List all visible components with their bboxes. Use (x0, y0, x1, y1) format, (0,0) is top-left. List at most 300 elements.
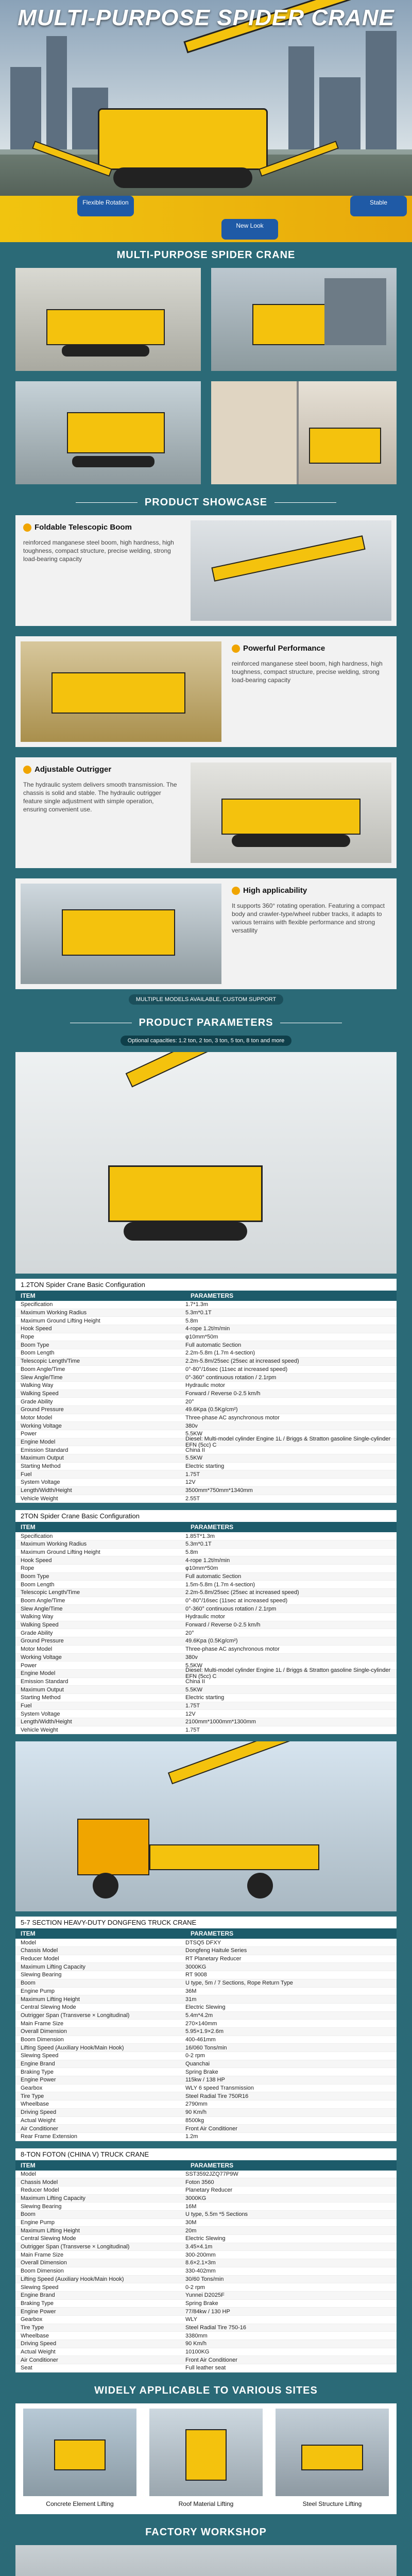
table-row (15, 2356, 397, 2364)
spec-table-4-header-item: ITEM (21, 2161, 36, 2169)
row-item: Main Frame Size (21, 2251, 64, 2258)
row-value: 0-2 rpm (185, 2284, 205, 2291)
row-value: 1.75T (185, 1702, 200, 1709)
showcase-card-3-title (23, 765, 111, 774)
table-row (15, 2364, 397, 2372)
showcase-area (0, 515, 412, 1010)
row-item: Slew Angle/Time (21, 1374, 63, 1381)
row-value: Diesel: Multi-model cylinder Engine 1L / Briggs & Stratton gasoline Single-cylinder EFN (5cc) C (185, 1436, 391, 1449)
row-value: 4-rope 1.2t/m/min (185, 1557, 230, 1564)
row-value: Forward / Reverse 0-2.5 km/h (185, 1622, 261, 1629)
table-row (15, 1358, 397, 1366)
row-value: 5.5KW (185, 1431, 203, 1437)
photo-crane-indoor (15, 268, 201, 371)
spec-table-1-caption: 1.2TON Spider Crane Basic Configuration (15, 1279, 397, 1291)
section-title-main (0, 242, 412, 268)
row-item: Main Frame Size (21, 2020, 64, 2027)
table-row (15, 2340, 397, 2348)
row-item: Boom Type (21, 1342, 49, 1348)
hero-badge-new-look: New Look (221, 219, 278, 240)
row-item: Vehicle Weight (21, 1727, 58, 1734)
row-item: Boom (21, 2211, 36, 2218)
table-row (15, 1621, 397, 1630)
row-item: Central Slewing Mode (21, 2235, 76, 2242)
row-value: China II (185, 1447, 205, 1453)
showcase-card-3 (15, 757, 397, 868)
row-item: Overall Dimension (21, 2260, 67, 2266)
row-item: Working Voltage (21, 1654, 62, 1660)
photo-outrigger (191, 762, 391, 863)
row-value: 5.5KW (185, 1455, 203, 1462)
photo-dongfeng-truck (15, 1741, 397, 1911)
spec-table-3-header (15, 1928, 397, 1939)
table-row (15, 2028, 397, 2036)
row-value: Spring Brake (185, 2069, 218, 2075)
table-row (15, 2187, 397, 2195)
row-item: Wheelbase (21, 2332, 49, 2339)
row-value: 2.55T (185, 1495, 200, 1502)
row-value: 3.45×4.1m (185, 2244, 213, 2250)
table-row (15, 1988, 397, 1996)
row-value: 2790mm (185, 2101, 208, 2108)
showcase-card-2-title (232, 644, 325, 653)
table-row (15, 1573, 397, 1581)
row-item: Lifting Speed (Auxiliary Hook/Main Hook) (21, 2044, 124, 2051)
table-row (15, 1333, 397, 1342)
spec-table-2-header-params: PARAMETERS (191, 1523, 234, 1531)
row-item: Emission Standard (21, 1447, 68, 1453)
showcase-card-2 (15, 636, 397, 747)
spec-table-2-header (15, 1522, 397, 1532)
table-row (15, 2283, 397, 2292)
row-item: Air Conditioner (21, 2357, 58, 2363)
row-value: 330-402mm (185, 2268, 216, 2275)
row-item: Actual Weight (21, 2117, 56, 2124)
row-item: Slewing Bearing (21, 2203, 62, 2210)
table-row (15, 1390, 397, 1398)
row-value: 20m (185, 2227, 197, 2234)
table-row (15, 1710, 397, 1718)
custom-note-wrap (0, 994, 412, 1005)
table-row (15, 2036, 397, 2044)
row-value: 5.3m*0.1T (185, 1310, 212, 1316)
table-row (15, 1694, 397, 1702)
table-row (15, 1556, 397, 1565)
row-value: 5.3m*0.1T (185, 1541, 212, 1548)
table-row (15, 2267, 397, 2276)
showcase-card-3-text: The hydraulic system delivers smooth transmission. The chassis is solid and stable. The hydraulic outrigger feature single adjustment with simple operation, ensuring convenient use. (23, 781, 177, 813)
param-note: Optional capacities: 1.2 ton, 2 ton, 3 ton, 5 ton, 8 ton and more (121, 1036, 292, 1046)
table-row (15, 2235, 397, 2243)
spec-table-1-header-params: PARAMETERS (191, 1292, 234, 1299)
row-value: 1.7*1.3m (185, 1301, 209, 1308)
row-item: Tire Type (21, 2093, 44, 2099)
row-value: 1.2m (185, 2133, 198, 2140)
showcase-card-1-title (23, 523, 132, 532)
table-row (15, 1686, 397, 1694)
row-item: Hook Speed (21, 1326, 52, 1332)
row-item: Slewing Speed (21, 2053, 59, 2059)
row-value: 0°-80°/16sec (11sec at increased speed) (185, 1366, 288, 1372)
spec-table-2-header-item: ITEM (21, 1523, 36, 1531)
row-value: 5.5KW (185, 1662, 203, 1669)
table-row (15, 1487, 397, 1495)
row-value: 5.8m (185, 1549, 198, 1555)
row-item: Slewing Bearing (21, 1972, 62, 1978)
row-value: Yunnei D2025F (185, 2292, 225, 2299)
row-value: 12V (185, 1710, 196, 1717)
row-item: System Voltage (21, 1479, 60, 1486)
section-title-showcase (0, 489, 412, 515)
row-value: 2100mm*1000mm*1300mm (185, 1719, 256, 1725)
row-value: 5.8m (185, 1317, 198, 1324)
table-row (15, 1406, 397, 1414)
table-row (15, 2227, 397, 2235)
table-row (15, 2219, 397, 2227)
showcase-card-1-text: reinforced manganese steel boom, high hardness, high toughness, compact structure, precise welding, strong load-bearing capacity (23, 539, 174, 563)
row-item: Air Conditioner (21, 2125, 58, 2132)
row-value: 300-200mm (185, 2251, 216, 2258)
row-value: 5.4m*4.2m (185, 2012, 213, 2019)
row-item: Maximum Working Radius (21, 1310, 87, 1316)
row-value: Full automatic Section (185, 1342, 242, 1348)
hero-badge-rotation: Flexible Rotation (77, 196, 134, 216)
hero-building (366, 31, 397, 149)
showcase-card-4-title (232, 886, 307, 895)
row-item: Walking Way (21, 1382, 54, 1389)
row-value: Planetary Reducer (185, 2187, 233, 2194)
section-title-showcase-text: PRODUCT SHOWCASE (144, 497, 268, 508)
row-value: 5.5KW (185, 1686, 203, 1693)
spec-table-3 (15, 1917, 397, 2141)
row-item: Length/Width/Height (21, 1487, 72, 1494)
row-value: Quanchai (185, 2061, 210, 2067)
row-item: Grade Ability (21, 1630, 53, 1636)
factory-gallery (15, 2545, 397, 2576)
table-row (15, 2125, 397, 2133)
table-row (15, 1463, 397, 1471)
row-value: 8.6×2.1×3m (185, 2260, 216, 2266)
section-title-parameters-text: PRODUCT PARAMETERS (139, 1017, 273, 1028)
row-item: Power (21, 1662, 37, 1669)
spec-table-1-header (15, 1291, 397, 1301)
table-row (15, 1971, 397, 1979)
spec-table-3-caption: 5-7 SECTION HEAVY-DUTY DONGFENG TRUCK CRANE (21, 1919, 197, 1927)
spec-table-4-rows (15, 2171, 397, 2372)
table-row (15, 1414, 397, 1422)
table-row (15, 2068, 397, 2076)
row-value: Full automatic Section (185, 1573, 242, 1580)
row-item: Vehicle Weight (21, 1495, 58, 1502)
row-value: Electric starting (185, 1694, 225, 1701)
table-row (15, 2044, 397, 2052)
row-item: Grade Ability (21, 1398, 53, 1405)
photo-crane-outdoor (15, 381, 201, 484)
table-row (15, 1995, 397, 2004)
row-value: 1.75T (185, 1727, 200, 1734)
photo-concrete-lifting (23, 2409, 136, 2496)
row-value: 49.6Kpa (0.5Kg/cm²) (185, 1406, 238, 1413)
row-item: Boom Dimension (21, 2036, 64, 2043)
table-row (15, 1301, 397, 1309)
table-row (15, 1470, 397, 1479)
row-item: Walking Speed (21, 1390, 59, 1397)
wrench-icon (23, 766, 31, 774)
table-row (15, 1629, 397, 1637)
row-item: Lifting Speed (Auxiliary Hook/Main Hook) (21, 2276, 124, 2282)
spec-table-1-header-item: ITEM (21, 1292, 36, 1299)
row-item: Specification (21, 1533, 53, 1539)
row-item: Model (21, 1939, 36, 1946)
row-value: 1.85T*1.3m (185, 1533, 215, 1539)
row-value: Hydraulic motor (185, 1614, 226, 1620)
row-value: 31m (185, 1996, 197, 2003)
table-row (15, 2004, 397, 2012)
row-item: Chassis Model (21, 2179, 58, 2185)
table-row (15, 1374, 397, 1382)
row-value: 90 Km/h (185, 2341, 207, 2347)
hero-building (319, 77, 360, 149)
row-item: Maximum Output (21, 1686, 64, 1693)
table-row (15, 1718, 397, 1726)
application-label-steel: Steel Structure Lifting (302, 2500, 362, 2507)
spec-table-2-rows (15, 1532, 397, 1734)
photo-performance (21, 641, 221, 742)
hero-badge-stable: Stable (350, 196, 407, 216)
row-value: 270×140mm (185, 2020, 217, 2027)
photo-steel-lifting (276, 2409, 389, 2496)
row-value: 20° (185, 1630, 194, 1636)
row-item: Model (21, 2171, 36, 2177)
showcase-card-3-title-text: Adjustable Outrigger (35, 765, 112, 774)
row-item: Slewing Speed (21, 2284, 59, 2291)
table-row (15, 1454, 397, 1463)
hero-title: MULTI-PURPOSE SPIDER CRANE (18, 5, 394, 30)
table-row (15, 1597, 397, 1605)
row-item: Specification (21, 1301, 53, 1308)
row-item: Rope (21, 1334, 35, 1341)
row-value: Dongfeng Haitule Series (185, 1947, 247, 1954)
table-row (15, 2308, 397, 2316)
title-divider (274, 502, 336, 503)
table-row (15, 2117, 397, 2125)
row-item: Power (21, 1431, 37, 1437)
row-item: Ground Pressure (21, 1638, 64, 1645)
gear-icon (23, 523, 31, 532)
row-value: U type, 5m / 7 Sections, Rope Return Type (185, 1980, 293, 1987)
row-item: Starting Method (21, 1463, 61, 1470)
row-item: Tire Type (21, 2324, 44, 2331)
row-value: Electric Slewing (185, 2004, 226, 2011)
row-value: RT 9008 (185, 1972, 207, 1978)
showcase-card-4-text: It supports 360° rotating operation. Featuring a compact body and crawler-type/wheel rubber tracks, it adapts to various terrains with flexible performance and strong versatility (232, 902, 385, 934)
spec-table-3-header-params: PARAMETERS (191, 1930, 234, 1938)
table-row (15, 1495, 397, 1503)
row-item: Boom Length (21, 1350, 55, 1357)
row-value: Forward / Reverse 0-2.5 km/h (185, 1390, 261, 1397)
row-item: Actual Weight (21, 2349, 56, 2355)
showcase-card-2-title-text: Powerful Performance (243, 644, 325, 653)
row-item: Reducer Model (21, 1956, 59, 1962)
hero-crane-track (113, 167, 252, 188)
table-row (15, 1549, 397, 1557)
table-row (15, 1341, 397, 1349)
row-item: Boom Length (21, 1581, 55, 1588)
application-label-concrete: Concrete Element Lifting (46, 2500, 114, 2507)
row-item: Engine Power (21, 2077, 56, 2083)
spec-table-2-caption: 2TON Spider Crane Basic Configuration (21, 1512, 140, 1520)
hero-crane-body (98, 108, 268, 170)
table-row (15, 2109, 397, 2117)
section-title-factory-text: FACTORY WORKSHOP (145, 2526, 267, 2538)
table-row (15, 1605, 397, 1613)
table-row (15, 1654, 397, 1662)
table-row (15, 1955, 397, 1963)
title-divider (76, 502, 138, 503)
table-row (15, 2060, 397, 2069)
row-item: Boom Angle/Time (21, 1366, 65, 1372)
bolt-icon (232, 645, 240, 653)
row-value: 1.75T (185, 1471, 200, 1478)
section-title-factory (0, 2519, 412, 2545)
table-row (15, 2243, 397, 2251)
photo-spider-crane-params (15, 1052, 397, 1274)
row-item: Motor Model (21, 1646, 53, 1653)
table-row (15, 1667, 397, 1680)
row-item: Telescopic Length/Time (21, 1589, 80, 1596)
row-value: WLY 6 speed Transmission (185, 2085, 254, 2092)
row-value: 2.2m-5.8m (1.7m 4-section) (185, 1350, 255, 1357)
table-row (15, 1678, 397, 1686)
row-value: SST3592JZQ77P9W (185, 2171, 238, 2177)
table-row (15, 1939, 397, 1947)
row-item: Maximum Ground Lifting Height (21, 1549, 100, 1555)
showcase-card-4-title-text: High applicability (243, 886, 307, 895)
row-value: Three-phase AC asynchronous motor (185, 1646, 280, 1653)
section-title-applicable (0, 2378, 412, 2403)
applications-panel (15, 2403, 397, 2514)
row-value: 0-2 rpm (185, 2053, 205, 2059)
table-row (15, 1540, 397, 1549)
table-row (15, 1325, 397, 1333)
row-value: 0°-80°/16sec (11sec at increased speed) (185, 1598, 288, 1604)
row-item: Maximum Ground Lifting Height (21, 1317, 100, 1324)
row-item: Engine Model (21, 1439, 56, 1446)
photo-roof-lifting (149, 2409, 263, 2496)
row-item: Ground Pressure (21, 1406, 64, 1413)
row-item: Maximum Output (21, 1455, 64, 1462)
row-item: System Voltage (21, 1710, 60, 1717)
table-row (15, 1438, 397, 1447)
spec-table-4-header-params: PARAMETERS (191, 2161, 234, 2169)
row-item: Reducer Model (21, 2187, 59, 2194)
table-row (15, 1726, 397, 1735)
row-item: Maximum Lifting Height (21, 1996, 80, 2003)
table-row (15, 2251, 397, 2259)
spec-table-3-rows (15, 1939, 397, 2141)
table-row (15, 1532, 397, 1540)
table-row (15, 2092, 397, 2100)
row-item: Emission Standard (21, 1678, 68, 1685)
spec-table-2 (15, 1510, 397, 1734)
row-value: Foton 3560 (185, 2179, 214, 2185)
row-item: Length/Width/Height (21, 1719, 72, 1725)
showcase-card-2-text: reinforced manganese steel boom, high hardness, high toughness, compact structure, precise welding, strong load-bearing capacity (232, 660, 383, 684)
table-row (15, 1963, 397, 1971)
table-row (15, 1349, 397, 1358)
row-value: DTSQ5 DFXY (185, 1939, 221, 1946)
hero-building (288, 46, 314, 149)
row-value: 0°-360° continuous rotation / 2.1rpm (185, 1374, 277, 1381)
row-item: Engine Brand (21, 2061, 55, 2067)
row-value: Steel Radial Tire 750R16 (185, 2093, 249, 2099)
table-row (15, 2195, 397, 2203)
row-value: 12V (185, 1479, 196, 1486)
showcase-card-1 (15, 515, 397, 626)
row-item: Walking Speed (21, 1622, 59, 1629)
application-label-roof: Roof Material Lifting (178, 2500, 234, 2507)
row-value: 2.2m-5.8m/25sec (25sec at increased speed) (185, 1589, 299, 1596)
row-item: Wheelbase (21, 2101, 49, 2108)
table-row (15, 1613, 397, 1621)
table-row (15, 2076, 397, 2084)
table-row (15, 1947, 397, 1955)
row-value: 30/60 Tons/min (185, 2276, 224, 2282)
showcase-card-4 (15, 878, 397, 989)
row-value: Electric Slewing (185, 2235, 226, 2242)
hero-banner (0, 0, 412, 242)
row-value: Front Air Conditioner (185, 2125, 237, 2132)
table-row (15, 2202, 397, 2211)
row-value: Spring Brake (185, 2300, 218, 2307)
row-item: Maximum Lifting Capacity (21, 1963, 85, 1970)
row-item: Outrigger Span (Transverse × Longitudinal) (21, 2012, 130, 2019)
showcase-card-1-title-text: Foldable Telescopic Boom (35, 523, 132, 532)
table-row (15, 2171, 397, 2179)
rotate-icon (232, 887, 240, 895)
spec-table-4-header (15, 2160, 397, 2171)
row-value: Three-phase AC asynchronous motor (185, 1414, 280, 1421)
row-value: U type, 5.5m *5 Sections (185, 2211, 248, 2218)
row-value: China II (185, 1678, 205, 1685)
row-value: 8500kg (185, 2117, 204, 2124)
row-item: Overall Dimension (21, 2028, 67, 2035)
row-value: 16M (185, 2203, 197, 2210)
row-item: Slew Angle/Time (21, 1605, 63, 1612)
spec-table-4 (15, 2148, 397, 2372)
photo-crane-container (211, 381, 397, 484)
row-item: Rope (21, 1565, 35, 1572)
table-row (15, 2052, 397, 2060)
row-item: Driving Speed (21, 2109, 57, 2116)
table-row (15, 2084, 397, 2093)
row-item: Boom Dimension (21, 2268, 64, 2275)
row-value: RT Planetary Reducer (185, 1956, 242, 1962)
row-item: Starting Method (21, 1694, 61, 1701)
table-row (15, 2292, 397, 2300)
row-value: WLY (185, 2316, 198, 2323)
row-item: Fuel (21, 1471, 32, 1478)
table-row (15, 1702, 397, 1710)
row-item: Driving Speed (21, 2341, 57, 2347)
spec-table-3-header-item: ITEM (21, 1930, 36, 1938)
row-value: 77/84kw / 130 HP (185, 2308, 230, 2315)
row-item: Gearbox (21, 2085, 43, 2092)
section-title-main-text: MULTI-PURPOSE SPIDER CRANE (116, 249, 296, 261)
table-row (15, 2316, 397, 2324)
table-row (15, 2100, 397, 2109)
photo-crane-truck (211, 268, 397, 371)
